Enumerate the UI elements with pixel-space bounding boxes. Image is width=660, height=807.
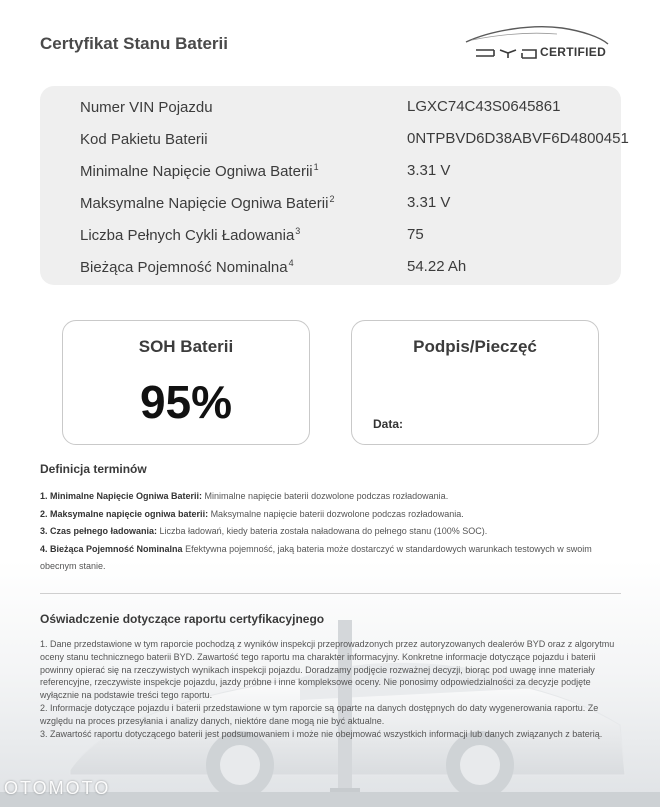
info-label: Maksymalne Napięcie Ogniwa Baterii$^2$: [80, 194, 335, 212]
info-value: 0NTPBVD6D38ABVF6D4800451: [407, 130, 629, 147]
vehicle-info-panel: [40, 86, 629, 285]
info-value: LGXC74C43S0645861: [407, 98, 561, 115]
definitions-title: Definicja terminów: [40, 462, 147, 476]
info-value: 3.31 V: [407, 194, 451, 211]
info-label: Numer VIN Pojazdu: [80, 99, 213, 116]
statement-paragraph: 2. Informacje dotyczące pojazdu i baterii przedstawione w tym raporcie są oparte na danych dostępnych do daty wygenerowania raportu. Ze względu na proces przesyłania i analizy danych, niektóre dane mogą nie być aktualne.: [40, 702, 599, 726]
definition-item: 3. Czas pełnego ładowania: Liczba ładowań, kiedy bateria została naładowana do pełnego stanu (100% SOC).: [40, 526, 488, 536]
info-row-min-voltage: [40, 162, 621, 186]
info-label: Bieżąca Pojemność Nominalna$^4$: [80, 258, 294, 276]
soh-value: 95%: [139, 376, 233, 428]
statement-text: [40, 638, 625, 740]
info-value: 3.31 V: [407, 162, 451, 179]
soh-title: SOH Baterii: [138, 337, 234, 356]
signature-title: Podpis/Pieczęć: [413, 337, 537, 356]
otomoto-watermark: OTOMOTO: [4, 778, 111, 798]
definition-item: 1. Minimalne Napięcie Ogniwa Baterii: Minimalne napięcie baterii dozwolone podczas rozładowania.: [40, 491, 449, 501]
info-row-capacity: [40, 258, 621, 282]
certified-label: CERTIFIED: [540, 45, 607, 59]
definition-item: 4. Bieżąca Pojemność Nominalna Efektywna pojemność, jaką bateria może dostarczyć w standardowych warunkach testowych w swoim obecnym stanie.: [40, 543, 592, 571]
date-label: Data:: [373, 417, 404, 431]
info-row-vin: [40, 98, 621, 122]
statement-paragraph: 3. Zawartość raportu dotyczącego baterii jest podsumowaniem i może nie obejmować wszystkich informacji lub danych związanych z baterią.: [40, 728, 603, 739]
info-value: 75: [407, 226, 424, 243]
soh-card: [62, 320, 310, 445]
certificate-title: Certyfikat Stanu Baterii: [40, 34, 228, 53]
definitions-list: [40, 488, 625, 576]
signature-card: [351, 320, 599, 445]
info-label: Minimalne Napięcie Ogniwa Baterii$^1$: [80, 162, 319, 180]
statement-paragraph: 1. Dane przedstawione w tym raporcie pochodzą z wyników inspekcji przeprowadzonych przez autoryzowanych dealerów BYD oraz z algorytmu oceny stanu technicznego baterii BYD. Zawartość tego raportu ma charakter informacyjny. Konkretne informacje dotyczące pojazdu i baterii powinny opierać się na rzeczywistych wynikach inspekcji pojazdu. Doradzamy podjęcie rozważnej decyzji, biorąc pod uwagę inne materiały referencyjne, rzeczywiste inspekcje pojazdu, jazdy próbne i inne kompleksowe oceny. Nie ponosimy odpowiedzialności za decyzje podjęte wyłącznie na podstawie treści tego raportu.: [40, 639, 615, 701]
section-divider: [40, 593, 621, 594]
info-row-battery-code: [40, 130, 629, 154]
definition-item: 2. Maksymalne napięcie ogniwa baterii: Maksymalne napięcie baterii dozwolone podczas rozładowania.: [40, 508, 464, 519]
info-label: Liczba Pełnych Cykli Ładowania$^3$: [80, 226, 301, 244]
info-row-max-voltage: [40, 194, 621, 218]
info-value: 54.22 Ah: [407, 258, 467, 275]
info-label: Kod Pakietu Baterii: [80, 131, 208, 148]
byd-logo: [462, 22, 612, 66]
statement-title: Oświadczenie dotyczące raportu certyfikacyjnego: [40, 612, 325, 626]
info-row-charge-cycles: [40, 226, 621, 250]
